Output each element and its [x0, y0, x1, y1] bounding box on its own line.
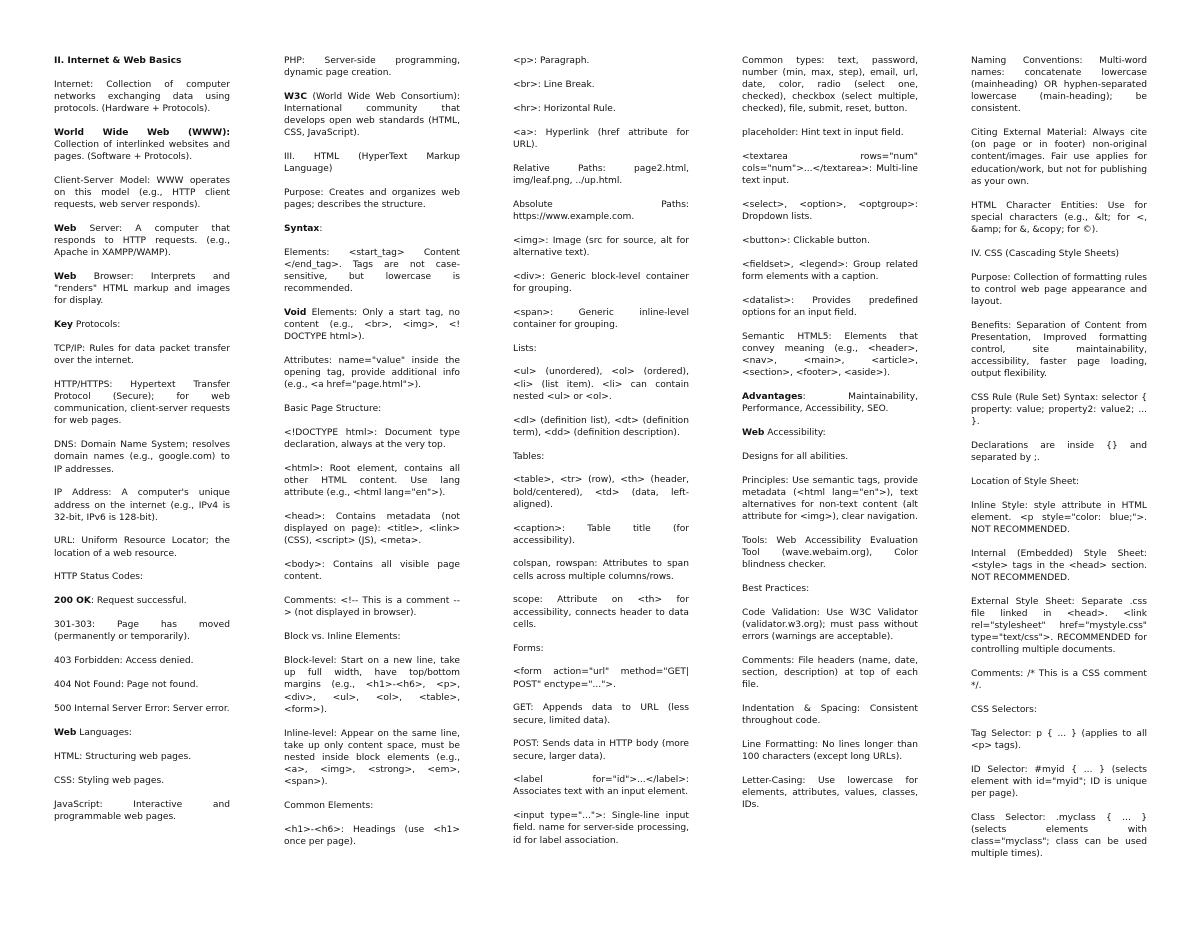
paragraph: [513, 702, 689, 726]
paragraph-text: Internal (Embedded) Style Sheet: <style> tags in the <head> section. NOT RECOMMENDED.: [971, 548, 1147, 584]
paragraph: [284, 91, 460, 139]
paragraph: [284, 355, 460, 391]
paragraph-text: Semantic HTML5: Elements that convey meaning (e.g., <header>, <nav>, <main>, <article>, <section>, <footer>, <aside>).: [742, 332, 918, 379]
paragraph-text: DNS: Domain Name System; resolves domain names (e.g., google.com) to IP addresses.: [54, 440, 230, 475]
paragraph: [742, 535, 918, 571]
paragraph: [513, 810, 689, 846]
paragraph: [513, 451, 689, 463]
paragraph: [513, 474, 689, 510]
paragraph-text: URL: Uniform Resource Locator; the location of a web resource.: [54, 536, 230, 559]
paragraph-lead: Web: [54, 272, 77, 283]
paragraph: [284, 55, 460, 79]
paragraph-text: Basic Page Structure:: [284, 404, 382, 415]
column-4: [742, 55, 918, 823]
paragraph: [513, 199, 689, 223]
paragraph-text: Common types: text, password, number (min, max, step), email, url, date, color, radio (select one, checked), checkbox (select multiple, checked), file, submit, reset, button.: [742, 56, 918, 115]
paragraph: [513, 415, 689, 439]
paragraph-text: PHP: Server-side programming, dynamic page creation.: [284, 56, 460, 79]
paragraph: [742, 655, 918, 691]
paragraph-text: Indentation & Spacing: Consistent throughout code.: [742, 704, 918, 727]
paragraph: [284, 800, 460, 812]
paragraph: [742, 331, 918, 379]
paragraph: [54, 799, 230, 823]
paragraph: [284, 403, 460, 415]
paragraph: [284, 824, 460, 848]
paragraph: [513, 366, 689, 402]
paragraph-text: GET: Appends data to URL (less secure, limited data).: [513, 703, 689, 726]
paragraph-lead: Web: [54, 224, 77, 235]
paragraph-text: Letter-Casing: Use lowercase for elements, attributes, values, classes, IDs.: [742, 776, 918, 811]
paragraph-text: Purpose: Creates and organizes web pages; describes the structure.: [284, 188, 460, 211]
paragraph-text: : Maintainability, Performance, Accessibility, SEO.: [742, 392, 918, 415]
paragraph: [513, 343, 689, 355]
column-2: [284, 55, 460, 860]
paragraph: [742, 55, 918, 115]
paragraph: [284, 247, 460, 295]
paragraph: [513, 163, 689, 187]
paragraph: [284, 595, 460, 619]
paragraph: [742, 295, 918, 319]
paragraph: [742, 391, 918, 415]
paragraph-text: Forms:: [513, 643, 544, 654]
paragraph: [513, 774, 689, 798]
paragraph-text: Purpose: Collection of formatting rules to control web page appearance and layout.: [971, 272, 1147, 307]
paragraph: [513, 594, 689, 630]
paragraph-text: :: [319, 224, 323, 235]
paragraph-lead: Web: [54, 727, 77, 738]
paragraph: [742, 475, 918, 523]
paragraph: [742, 739, 918, 763]
paragraph-text: <datalist>: Provides predefined options for an input field.: [742, 296, 918, 319]
paragraph-text: Line Formatting: No lines longer than 100 characters (except long URLs).: [742, 740, 918, 763]
paragraph-text: Comments: <!-- This is a comment --> (not displayed in browser).: [284, 596, 460, 619]
paragraph: [284, 151, 460, 175]
paragraph-text: Elements: <start_tag> Content </end_tag>. Tags are not case-sensitive, but lowercase is recommended.: [284, 248, 460, 295]
paragraph-lead: Web: [742, 428, 765, 439]
paragraph-text: Declarations are inside {} and separated by ;.: [971, 440, 1147, 464]
paragraph: [54, 751, 230, 763]
paragraph-text: 403 Forbidden: Access denied.: [54, 656, 194, 667]
paragraph: [971, 668, 1147, 692]
paragraph: [54, 271, 230, 307]
paragraph-text: (World Wide Web Consortium): International community that develops open web standards (HTML, CSS, JavaScript).: [284, 91, 460, 139]
paragraph: [513, 271, 689, 295]
paragraph: [971, 704, 1147, 716]
paragraph-text: <button>: Clickable button.: [742, 236, 870, 247]
paragraph-text: <table>, <tr> (row), <th> (header, bold/centered), <td> (data, left-aligned).: [513, 475, 689, 510]
paragraph: [54, 655, 230, 667]
paragraph: [742, 151, 918, 187]
paragraph-text: Designs for all abilities.: [742, 452, 849, 463]
paragraph: [742, 427, 918, 439]
paragraph-text: IP Address: A computer's unique address on the internet (e.g., IPv4 is 32-bit, IPv6 is 128-bit).: [54, 488, 230, 523]
paragraph-lead: II. Internet & Web Basics: [54, 56, 182, 66]
paragraph: [284, 559, 460, 583]
paragraph-text: Block vs. Inline Elements:: [284, 632, 401, 643]
paragraph: [284, 187, 460, 211]
paragraph: [54, 319, 230, 331]
paragraph-text: Benefits: Separation of Content from Presentation, Improved formatting control, site maintainability, accessibility, faster page loading, output flexibility.: [971, 320, 1147, 379]
paragraph-lead: World Wide Web (WWW):: [54, 127, 230, 138]
paragraph: [513, 558, 689, 582]
paragraph-text: <hr>: Horizontal Rule.: [513, 103, 616, 114]
paragraph-text: Accessibility:: [764, 428, 826, 439]
paragraph: [742, 199, 918, 223]
paragraph: [971, 548, 1147, 584]
paragraph-text: HTML Character Entities: Use for special characters (e.g., &lt; for <, &amp; for &, &copy; for ©).: [971, 200, 1147, 235]
paragraph: [54, 55, 230, 67]
paragraph-text: <img>: Image (src for source, alt for alternative text).: [513, 235, 689, 258]
paragraph-text: <h1>-<h6>: Headings (use <h1> once per page).: [284, 824, 460, 847]
paragraph-text: POST: Sends data in HTTP body (more secure, larger data).: [513, 739, 689, 762]
paragraph: [513, 79, 689, 91]
paragraph-text: CSS Rule (Rule Set) Syntax: selector { property: value; property2: value2; ... }.: [971, 392, 1147, 428]
paragraph: [284, 631, 460, 643]
paragraph: [54, 727, 230, 739]
paragraph: [971, 500, 1147, 536]
paragraph-text: <fieldset>, <legend>: Group related form elements with a caption.: [742, 260, 918, 283]
paragraph-text: Inline Style: style attribute in HTML element. <p style="color: blue;">. NOT RECOMMENDED.: [971, 500, 1147, 535]
column-1: [54, 55, 230, 835]
paragraph-lead: Syntax: [284, 224, 320, 235]
paragraph: [742, 607, 918, 643]
paragraph: [513, 55, 689, 67]
paragraph-text: Collection of interlinked websites and pages. (Software + Protocols).: [54, 140, 230, 163]
paragraph-text: Tag Selector: p { ... } (applies to all <p> tags).: [971, 729, 1147, 752]
paragraph: [54, 343, 230, 367]
paragraph-text: Absolute Paths: https://www.example.com.: [513, 199, 689, 222]
paragraph-text: <head>: Contains metadata (not displayed on page): <title>, <link> (CSS), <script> (JS), <meta>.: [284, 512, 460, 547]
paragraph-text: Server: A computer that responds to HTTP requests. (e.g., Apache in XAMPP/WAMP).: [54, 224, 230, 259]
paragraph-text: 500 Internal Server Error: Server error.: [54, 704, 230, 715]
paragraph-text: <label for="id">...</label>: Associates text with an input element.: [513, 775, 689, 798]
paragraph: [971, 764, 1147, 800]
paragraph-text: <select>, <option>, <optgroup>: Dropdown lists.: [742, 200, 918, 223]
paragraph-text: CSS Selectors:: [971, 705, 1037, 716]
paragraph-text: Comments: /* This is a CSS comment */.: [971, 669, 1147, 692]
paragraph: [742, 451, 918, 463]
paragraph-text: colspan, rowspan: Attributes to span cells across multiple columns/rows.: [513, 559, 689, 582]
paragraph: [971, 440, 1147, 464]
paragraph: [54, 679, 230, 691]
paragraph-text: Comments: File headers (name, date, section, description) at top of each file.: [742, 656, 918, 691]
paragraph-text: Inline-level: Appear on the same line, take up only content space, must be nested inside block elements (e.g., <a>, <img>, <strong>, <em>, <span>).: [284, 728, 460, 787]
paragraph: [513, 103, 689, 115]
paragraph: [971, 200, 1147, 236]
paragraph-text: Client-Server Model: WWW operates on this model (e.g., HTTP client requests, web server responds).: [54, 176, 230, 211]
paragraph-lead: Key: [54, 320, 73, 331]
paragraph: [284, 307, 460, 343]
paragraph-text: External Style Sheet: Separate .css file linked in <head>. <link rel="stylesheet" href="mystyle.css" type="text/css">. RECOMMENDED for controlling multiple documents.: [971, 596, 1147, 656]
paragraph-text: Principles: Use semantic tags, provide metadata (<html lang="en">), text alternatives for non-text content (alt attribute for <img>), clear navigation.: [742, 476, 918, 523]
paragraph-text: <div>: Generic block-level container for grouping.: [513, 271, 689, 294]
paragraph: [54, 775, 230, 787]
paragraph: [284, 511, 460, 547]
paragraph-text: <html>: Root element, contains all other HTML content. Use lang attribute (e.g., <html lang="en">).: [284, 464, 460, 499]
paragraph: [742, 259, 918, 283]
paragraph-lead: 200 OK: [54, 596, 91, 607]
paragraph-text: <ul> (unordered), <ol> (ordered), <li> (list item). <li> can contain nested <ul> or <ol>.: [513, 367, 689, 402]
paragraph-text: ID Selector: #myid { ... } (selects element with id="myid"; ID is unique per page).: [971, 765, 1147, 800]
paragraph: [513, 738, 689, 762]
paragraph: [513, 643, 689, 655]
paragraph-lead: Advantages: [742, 392, 803, 403]
paragraph: [513, 127, 689, 151]
paragraph: [54, 223, 230, 259]
paragraph: [742, 775, 918, 811]
column-5: [971, 55, 1147, 872]
paragraph: [742, 703, 918, 727]
paragraph-text: Common Elements:: [284, 800, 374, 811]
paragraph: [971, 596, 1147, 656]
paragraph: [54, 571, 230, 583]
paragraph: [971, 248, 1147, 260]
paragraph-text: Best Practices:: [742, 584, 810, 595]
paragraph-text: <textarea rows="num" cols="num">...</textarea>: Multi-line text input.: [742, 152, 918, 187]
paragraph-text: <caption>: Table title (for accessibility).: [513, 523, 689, 546]
paragraph-text: placeholder: Hint text in input field.: [742, 128, 904, 139]
paragraph-text: Attributes: name="value" inside the opening tag, provide additional info (e.g., <a href="page.html">).: [284, 356, 460, 391]
paragraph: [284, 427, 460, 451]
paragraph-text: Code Validation: Use W3C Validator (validator.w3.org); must pass without errors (warnings are acceptable).: [742, 608, 918, 643]
paragraph-text: III. HTML (HyperText Markup Language): [284, 152, 460, 175]
paragraph: [284, 728, 460, 788]
paragraph: [971, 476, 1147, 488]
paragraph-text: <br>: Line Break.: [513, 79, 595, 90]
paragraph: [513, 523, 689, 547]
paragraph: [971, 127, 1147, 187]
paragraph-text: HTML: Structuring web pages.: [54, 751, 192, 762]
column-3: [513, 55, 689, 858]
paragraph: [54, 79, 230, 115]
paragraph-text: HTTP Status Codes:: [54, 572, 144, 583]
paragraph-text: Naming Conventions: Multi-word names: concatenate lowercase (mainheading) OR hyphen-separated lowercase (main-heading); be consistent.: [971, 56, 1147, 115]
paragraph: [971, 728, 1147, 752]
paragraph-text: Location of Style Sheet:: [971, 476, 1080, 487]
paragraph-text: Languages:: [76, 727, 132, 738]
paragraph-text: JavaScript: Interactive and programmable web pages.: [54, 799, 230, 822]
paragraph-text: <!DOCTYPE html>: Document type declaration, always at the very top.: [284, 428, 460, 451]
paragraph-text: TCP/IP: Rules for data packet transfer over the internet.: [54, 344, 230, 367]
paragraph-text: 301-303: Page has moved (permanently or temporarily).: [54, 620, 230, 643]
paragraph-text: Relative Paths: page2.html, img/leaf.png, ../up.html.: [513, 163, 689, 186]
paragraph: [513, 307, 689, 331]
paragraph-text: Protocols:: [72, 320, 121, 331]
paragraph: [54, 535, 230, 559]
paragraph-text: <form action="url" method="GET| POST" enctype="...">.: [513, 667, 689, 690]
paragraph-text: Class Selector: .myclass { ... } (selects elements with class="myclass"; class can be used multiple times).: [971, 813, 1147, 860]
paragraph-text: Tables:: [513, 451, 545, 462]
paragraph: [742, 127, 918, 139]
paragraph-text: scope: Attribute on <th> for accessibility, connects header to data cells.: [513, 595, 689, 630]
paragraph-text: <input type="...">: Single-line input field. name for server-side processing, id for label association.: [513, 811, 689, 846]
paragraph: [742, 235, 918, 247]
paragraph-text: <body>: Contains all visible page content.: [284, 560, 460, 583]
paragraph-text: Browser: Interprets and "renders" HTML markup and images for display.: [54, 272, 230, 307]
paragraph: [284, 655, 460, 715]
paragraph: [513, 666, 689, 690]
paragraph: [54, 619, 230, 643]
paragraph: [971, 812, 1147, 860]
paragraph: [284, 463, 460, 499]
paragraph-text: : Request successful.: [90, 596, 187, 607]
paragraph-text: <span>: Generic inline-level container for grouping.: [513, 307, 689, 330]
paragraph: [54, 127, 230, 163]
paragraph-text: IV. CSS (Cascading Style Sheets): [971, 248, 1120, 259]
paragraph: [54, 487, 230, 523]
paragraph: [54, 175, 230, 211]
paragraph: [513, 235, 689, 259]
paragraph: [971, 320, 1147, 380]
paragraph-text: Citing External Material: Always cite (on page or in footer) non-original content/images. Fair use applies for education/work, but not for publishing as your own.: [971, 128, 1147, 187]
paragraph-text: Lists:: [513, 343, 537, 354]
paragraph: [54, 379, 230, 427]
paragraph-text: HTTP/HTTPS: Hypertext Transfer Protocol (Secure); for web communication, client-server requests for web pages.: [54, 380, 230, 427]
paragraph-text: Tools: Web Accessibility Evaluation Tool (wave.webaim.org), Color blindness checker.: [742, 536, 918, 571]
paragraph-text: Elements: Only a start tag, no content (e.g., <br>, <img>, <! DOCTYPE html>).: [284, 308, 460, 343]
paragraph: [54, 703, 230, 715]
paragraph: [971, 272, 1147, 308]
paragraph: [284, 223, 460, 235]
paragraph: [971, 55, 1147, 115]
paragraph-text: Internet: Collection of computer networks exchanging data using protocols. (Hardware + Protocols).: [54, 79, 230, 115]
paragraph-text: <a>: Hyperlink (href attribute for URL).: [513, 127, 689, 150]
paragraph-text: Block-level: Start on a new line, take up full width, have top/bottom margins (e.g., <h1>-<h6>, <p>, <div>, <ul>, <ol>, <table>, <form>).: [284, 656, 460, 715]
paragraph: [54, 595, 230, 607]
paragraph-text: CSS: Styling web pages.: [54, 775, 165, 786]
paragraph-lead: W3C: [284, 91, 308, 102]
paragraph: [971, 392, 1147, 428]
paragraph: [742, 583, 918, 595]
paragraph: [54, 439, 230, 475]
paragraph-lead: Void: [284, 308, 307, 319]
paragraph-text: <dl> (definition list), <dt> (definition term), <dd> (definition description).: [513, 415, 689, 438]
paragraph-text: <p>: Paragraph.: [513, 56, 590, 66]
paragraph-text: 404 Not Found: Page not found.: [54, 680, 199, 691]
